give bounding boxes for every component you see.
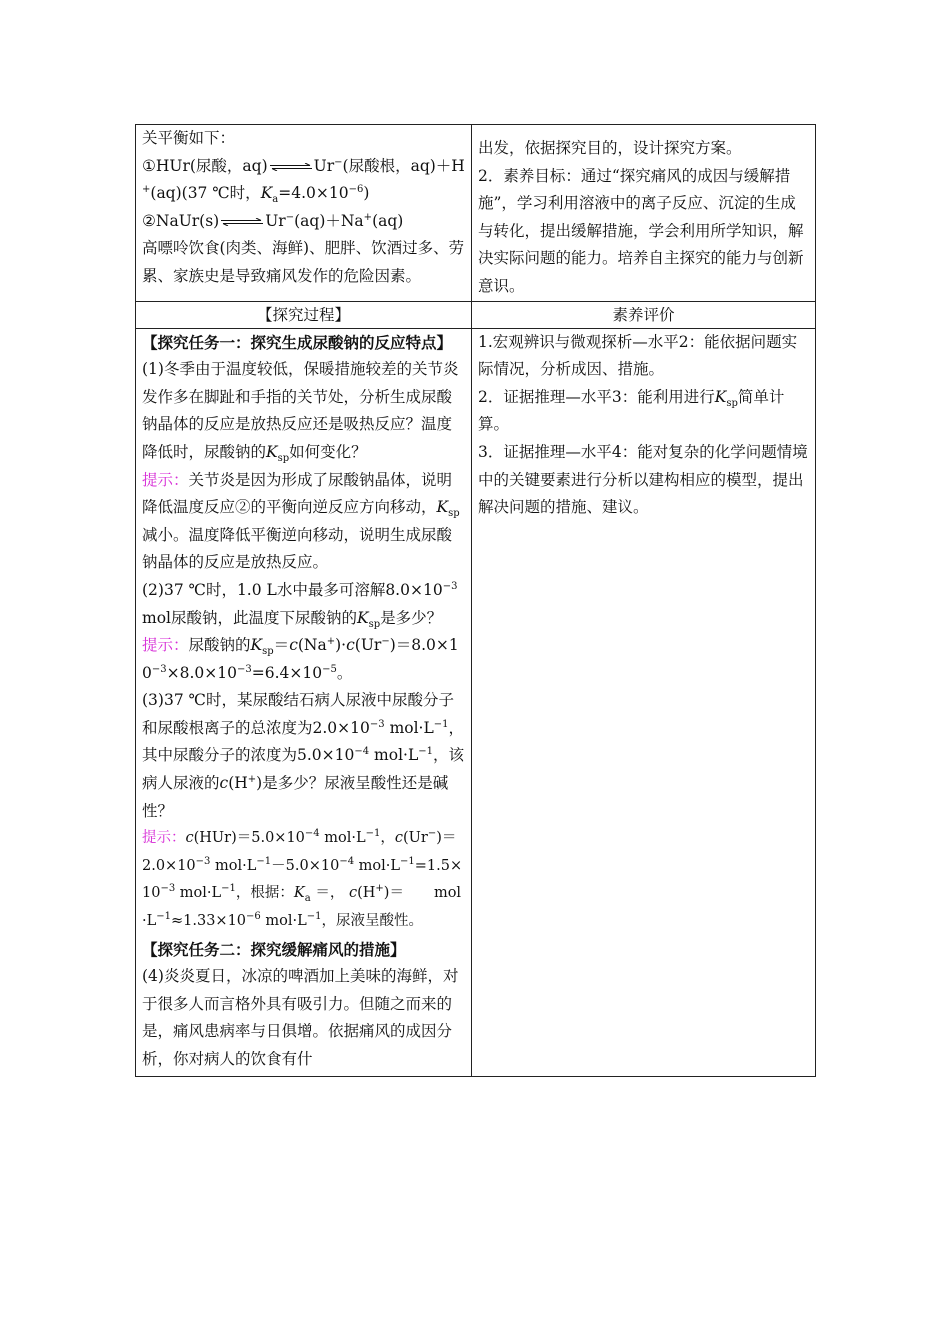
text-line: 关平衡如下： (142, 129, 236, 147)
header-evaluation: 素养评价 (472, 301, 816, 328)
risk-factors: 高嘌呤饮食(肉类、海鲜)、肥胖、饮酒过多、劳累、家族史是导致痛风发作的危险因素。 (142, 239, 465, 285)
hint-label: 提示： (142, 636, 189, 655)
equilibrium-arrow-icon (270, 163, 312, 171)
question-1: (1)冬季由于温度较低，保暖措施较差的关节炎发作多在脚趾和手指的关节处，分析生成尿酸钠晶体的反应是放热反应还是吸热反应？温度降低时，尿酸钠的$K_{sp}$如何变化？ (142, 360, 459, 465)
table-header-row (136, 301, 816, 328)
task-1-title: 【探究任务一：探究生成尿酸钠的反应特点】 (142, 332, 453, 352)
question-4: (4)炎炎夏日，冰凉的啤酒加上美味的海鲜，对于很多人而言格外具有吸引力。但随之而来的是，痛风患病率与日俱增。依据痛风的成因分析，你对病人的饮食有什 (142, 967, 459, 1068)
question-2: (2)37 ℃时，1.0 L水中最多可溶解$8.0\times 10^{-3}$ mol尿酸钠，此温度下尿酸钠的$K_{sp}$是多少？ (142, 580, 458, 630)
table-row (136, 125, 816, 302)
hint-label: 提示： (142, 830, 186, 847)
background-cell (136, 125, 472, 302)
equilibrium-2: ②NaUr(s) Ur−(aq)＋Na+(aq) (142, 211, 404, 230)
evaluation-cell (472, 328, 816, 1076)
header-process: 【探究过程】 (136, 301, 472, 328)
equilibrium-1: ①HUr(尿酸，aq) Ur−(尿酸根，aq)＋H +(aq)(37 ℃时，$K_a=4.0\times 10^{-6}$) (142, 156, 465, 206)
task-2-title: 【探究任务二：探究缓解痛风的措施】 (142, 939, 406, 959)
eval-item-1: 1.宏观辨识与微观探析—水平2：能依据问题实际情况，分析成因、措施。 (478, 332, 798, 379)
table-row (136, 328, 816, 1076)
hint-3: 提示：$c(HUr)=5.0\times 10^{-4}$ $mol\cdot L^{-1}$，$c(Ur^-)=2.0\times 10^{-3}$ $mol\cdot L^{-1}-5.0\times 10^{-4}$ $mol\cdot L^{-1}=1.5\times 10^{-3}$ $mol\cdot L^{-1}$，根据：$K_a$ ＝， $c(H^+)= mol\cdot L^{-1}\approx 1.33\times 10^{-6}$ $mol\cdot L^{-1}$，尿液呈酸性。 (142, 828, 463, 930)
goal-text-2: 2．素养目标：通过“探究痛风的成因与缓解措施”，学习利用溶液中的离子反应、沉淀的生成与转化，提出缓解措施，学会利用所学知识，解决实际问题的能力。培养自主探究的能力与创新意识。 (478, 166, 804, 295)
hint-label: 提示： (142, 470, 189, 489)
question-3: (3)37 ℃时，某尿酸结石病人尿液中尿酸分子和尿酸根离子的总浓度为$2.0\times 10^{-3}$ $mol\cdot L^{-1}$，其中尿酸分子的浓度为$5.0\times 10^{-4}$ $mol\cdot L^{-1}$，该病人尿液的c(H+)是多少？尿液呈酸性还是碱性？ (142, 691, 465, 820)
hint-2: 提示：尿酸钠的$K_{sp}=c(Na^+)\cdot c(Ur^-)=8.0\times 10^{-3}\times 8.0\times 10^{-3}=6.4\times 10^{-5}$。 (142, 635, 459, 682)
equilibrium-arrow-icon (221, 218, 263, 226)
eval-item-2: 2．证据推理—水平3：能利用进行$K_{sp}$简单计算。 (478, 387, 785, 434)
eval-item-3: 3．证据推理—水平4：能对复杂的化学问题情境中的关键要素进行分析以建构相应的模型，提出解决问题的措施、建议。 (478, 442, 808, 517)
process-cell (136, 328, 472, 1076)
goal-text-1: 出发，依据探究目的，设计探究方案。 (478, 139, 742, 157)
hint-1: 提示：关节炎是因为形成了尿酸钠晶体，说明降低温度反应②的平衡向逆反应方向移动，$K_{sp}$减小。温度降低平衡逆向移动，说明生成尿酸钠晶体的反应是放热反应。 (142, 470, 460, 572)
goal-cell (472, 125, 816, 302)
lesson-table (135, 124, 816, 1077)
